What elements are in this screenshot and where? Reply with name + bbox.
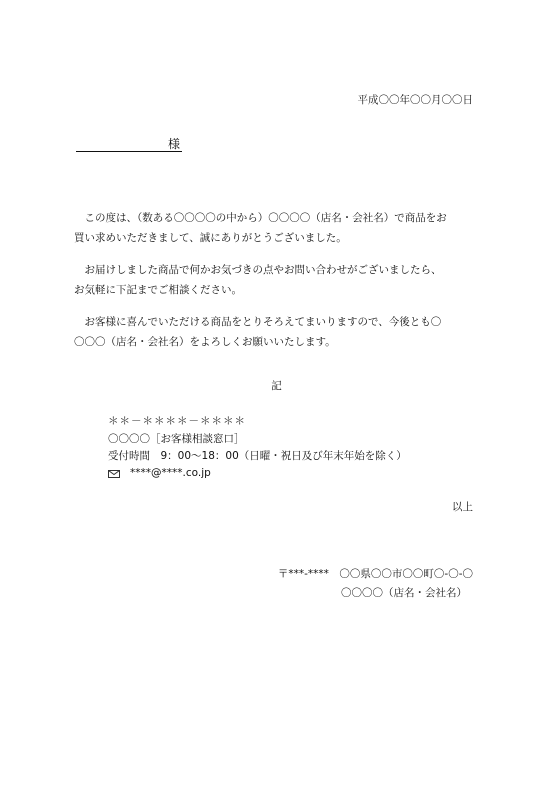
- paragraph-line: 買い求めいただきまして、誠にありがとうございました。: [74, 232, 347, 244]
- paragraph-thanks: [74, 208, 447, 248]
- paragraph-line: お客様に喜んでいただける商品をとりそろえてまいりますので、今後とも〇: [74, 316, 442, 328]
- addressee-honorific: 様: [167, 137, 180, 151]
- addressee-line: [76, 135, 182, 152]
- contact-email-row: [108, 465, 211, 483]
- paragraph-line: お届けしました商品で何かお気づきの点やお問い合わせがございましたら、: [74, 264, 442, 276]
- sender-name: 〇〇〇〇（店名・会社名）: [341, 587, 467, 599]
- paragraph-closing: [74, 312, 441, 352]
- envelope-icon: [108, 470, 120, 478]
- paragraph-line: この度は、（数ある〇〇〇〇の中から）〇〇〇〇（店名・会社名）で商品をお: [74, 212, 447, 224]
- paragraph-inquiry: [74, 260, 442, 300]
- sender-address: 〒***-**** 〇〇県〇〇市〇〇町〇-〇-〇: [277, 568, 473, 580]
- paragraph-line: お気軽に下記までご相談ください。: [74, 284, 242, 296]
- contact-phone: ＊＊－＊＊＊＊－＊＊＊＊: [108, 415, 246, 427]
- section-heading-ki: 記: [271, 380, 282, 392]
- closing-ijo: 以上: [452, 501, 473, 513]
- contact-hours: 受付時間 9：00〜18：00（日曜・祝日及び年末年始を除く）: [108, 450, 407, 462]
- contact-email: ****@****.co.jp: [130, 467, 211, 479]
- letter-date: 平成〇〇年〇〇月〇〇日: [357, 94, 473, 106]
- contact-desk: 〇〇〇〇［お客様相談窓口］: [108, 433, 245, 445]
- paragraph-line: 〇〇〇（店名・会社名）をよろしくお願いいたします。: [74, 336, 336, 348]
